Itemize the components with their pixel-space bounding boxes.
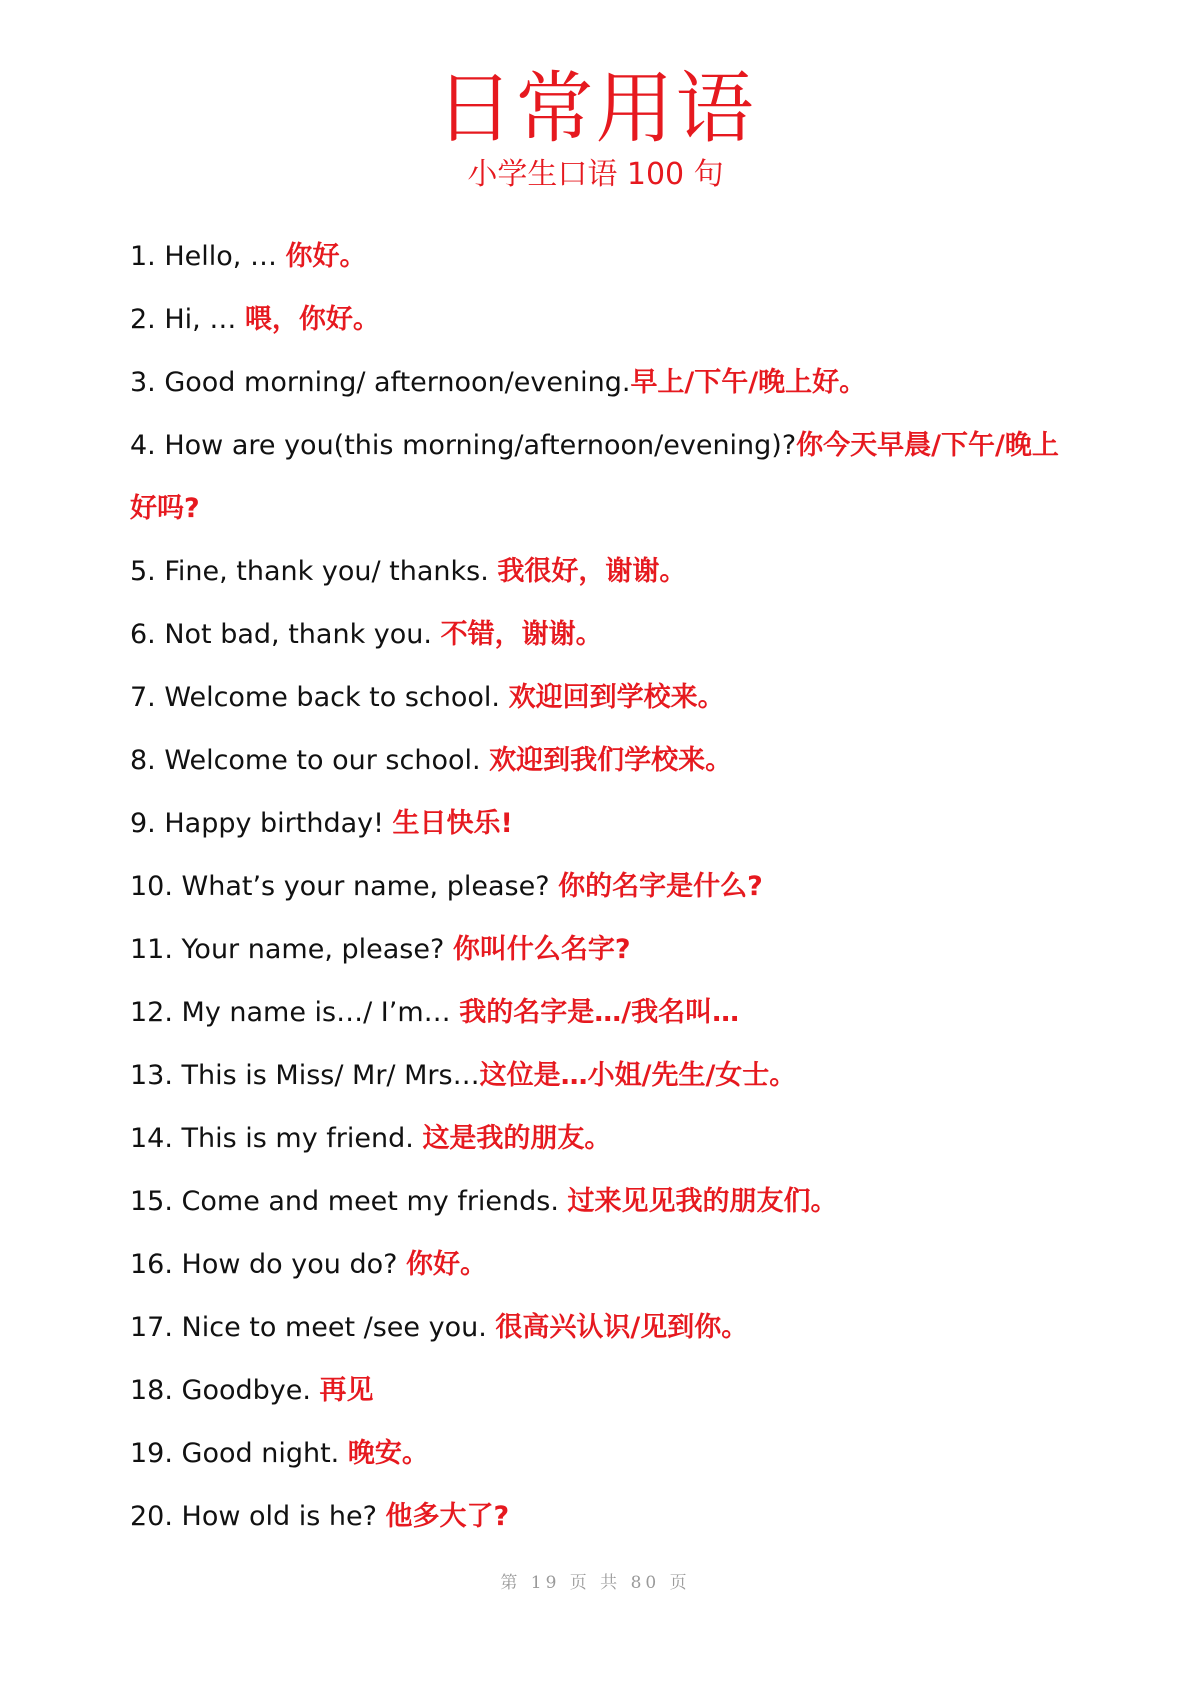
phrase-chinese: 生日快乐! xyxy=(392,808,513,839)
phrase-chinese: 欢迎到我们学校来。 xyxy=(489,745,733,776)
phrase-item xyxy=(130,1359,1080,1422)
phrase-item xyxy=(130,729,1080,792)
phrase-item xyxy=(130,1485,1080,1548)
phrase-item xyxy=(130,603,1080,666)
phrase-english: 4. How are you(this morning/afternoon/evening)? xyxy=(130,430,797,461)
phrase-english: 19. Good night. xyxy=(130,1438,348,1469)
phrase-item xyxy=(130,918,1080,981)
phrase-chinese: 早上/下午/晚上好。 xyxy=(630,367,867,398)
phrase-english: 3. Good morning/ afternoon/evening. xyxy=(130,367,631,398)
phrase-english: 15. Come and meet my friends. xyxy=(130,1186,568,1217)
phrase-english: 9. Happy birthday! xyxy=(130,808,393,839)
phrase-chinese: 我很好，谢谢。 xyxy=(497,556,687,587)
phrase-item xyxy=(130,288,1080,351)
phrase-chinese: 这位是…小姐/先生/女士。 xyxy=(479,1060,797,1091)
phrase-item xyxy=(130,666,1080,729)
phrase-english: 7. Welcome back to school. xyxy=(130,682,509,713)
page-number: 第 19 页 共 80 页 xyxy=(500,1573,691,1593)
page-subtitle: 小学生口语 100 句 xyxy=(467,157,724,192)
phrase-item xyxy=(130,1296,1080,1359)
phrase-item xyxy=(130,1170,1080,1233)
phrase-english: 16. How do you do? xyxy=(130,1249,407,1280)
phrase-chinese: 晚安。 xyxy=(347,1438,429,1469)
phrase-chinese: 欢迎回到学校来。 xyxy=(508,682,725,713)
phrase-item xyxy=(130,225,1080,288)
phrase-english: 8. Welcome to our school. xyxy=(130,745,490,776)
page-title: 日常用语 xyxy=(435,64,756,154)
phrase-item xyxy=(130,540,1080,603)
phrase-item xyxy=(130,981,1080,1044)
phrase-chinese: 很高兴认识/见到你。 xyxy=(495,1312,749,1343)
phrase-chinese: 过来见见我的朋友们。 xyxy=(567,1186,838,1217)
phrase-chinese: 喂，你好。 xyxy=(244,304,380,335)
phrase-english: 2. Hi, … xyxy=(130,304,245,335)
phrase-english: 1. Hello, … xyxy=(130,241,286,272)
phrase-chinese: 你好。 xyxy=(285,241,367,272)
phrase-english: 14. This is my friend. xyxy=(130,1123,423,1154)
phrase-chinese: 他多大了? xyxy=(385,1501,510,1532)
phrase-item xyxy=(130,414,1080,540)
phrase-english: 5. Fine, thank you/ thanks. xyxy=(130,556,498,587)
phrase-english: 13. This is Miss/ Mr/ Mrs… xyxy=(130,1060,480,1091)
phrase-chinese: 你好。 xyxy=(406,1249,488,1280)
phrase-item xyxy=(130,1233,1080,1296)
phrase-item xyxy=(130,1044,1080,1107)
phrase-chinese: 你的名字是什么? xyxy=(558,871,763,902)
phrase-chinese: 你叫什么名字? xyxy=(452,934,631,965)
phrase-english: 17. Nice to meet /see you. xyxy=(130,1312,496,1343)
phrase-english: 10. What’s your name, please? xyxy=(130,871,559,902)
phrase-chinese: 你今天早晨/下午/晚上好吗? xyxy=(130,430,1059,524)
phrase-english: 12. My name is…/ I’m… xyxy=(130,997,460,1028)
phrase-chinese: 再见 xyxy=(319,1375,374,1406)
phrase-item xyxy=(130,792,1080,855)
phrase-chinese: 我的名字是…/我名叫… xyxy=(459,997,740,1028)
phrase-english: 18. Goodbye. xyxy=(130,1375,320,1406)
phrase-english: 11. Your name, please? xyxy=(130,934,453,965)
phrase-chinese: 不错，谢谢。 xyxy=(440,619,603,650)
phrase-item xyxy=(130,351,1080,414)
phrase-item xyxy=(130,855,1080,918)
phrase-item xyxy=(130,1107,1080,1170)
phrase-english: 20. How old is he? xyxy=(130,1501,386,1532)
phrase-english: 6. Not bad, thank you. xyxy=(130,619,441,650)
phrase-chinese: 这是我的朋友。 xyxy=(422,1123,612,1154)
phrase-item xyxy=(130,1422,1080,1485)
phrase-list xyxy=(130,225,1080,1548)
